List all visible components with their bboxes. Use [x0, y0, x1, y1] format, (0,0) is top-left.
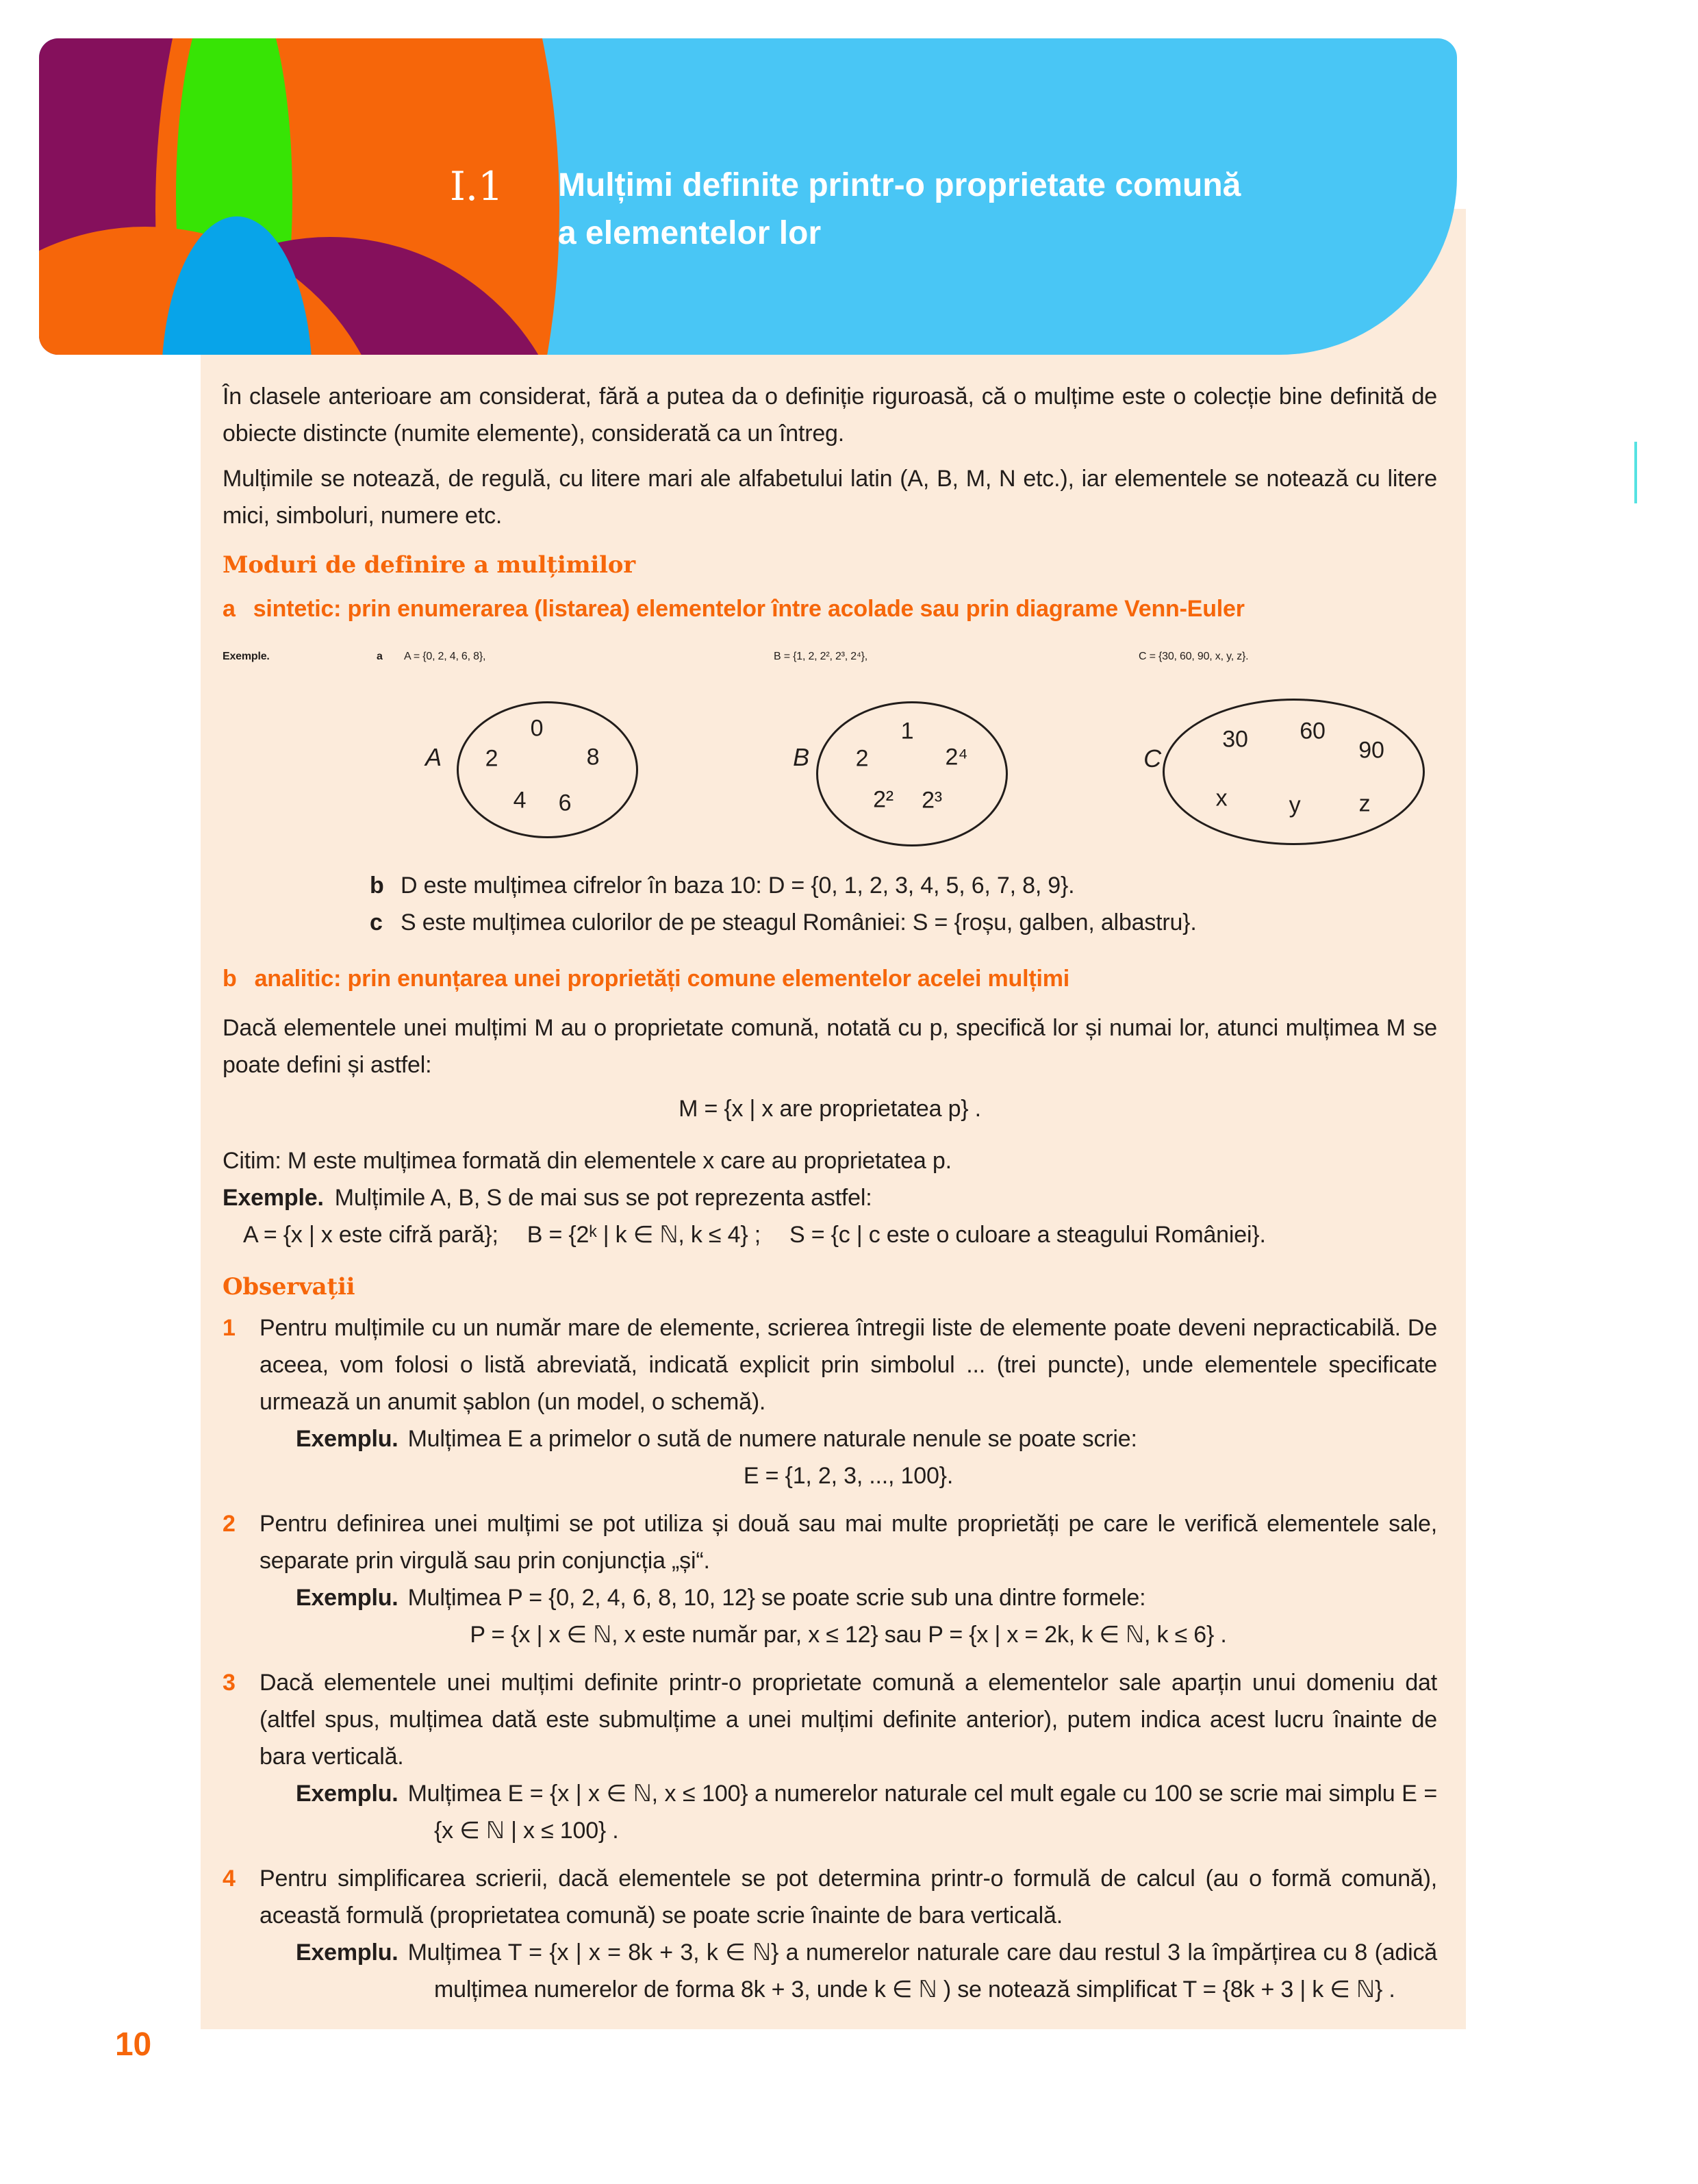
observation-text: Pentru mulțimile cu un număr mare de elemente, scrierea întregii liste de elemente poate deveni nepracticabilă. De aceea, vom folosi o listă abreviată, indicată explicit prin simbolul ... (trei puncte), unde elementele specificate urmează un anumit șablon (un model, o schemă). — [259, 1315, 1437, 1415]
diagram-element: 4 — [513, 787, 527, 814]
methods-heading: Moduri de definire a mulțimilor — [223, 551, 635, 579]
intro-paragraph-1: În clasele anterioare am considerat, fără a putea da o definiție riguroasă, că o mulțime este o colecție bine definită de obiecte distincte (numite elemente), considerată ca un întreg. — [223, 384, 1437, 447]
list-marker-b: b — [370, 873, 384, 899]
observation-item-3 — [223, 1664, 1437, 1849]
diagram-element: 1 — [900, 718, 914, 744]
synthetic-heading-text: sintetic: prin enumerarea (listarea) elementelor între acolade sau prin diagrame Venn-Euler — [253, 596, 1245, 622]
examples-sets-row — [223, 651, 1437, 681]
list-item-c — [223, 904, 1437, 941]
analytic-examples-intro-text: Mulțimile A, B, S de mai sus se pot reprezenta astfel: — [334, 1185, 872, 1211]
list-marker-c: c — [370, 909, 383, 936]
observation-text: Dacă elementele unei mulțimi definite printr-o proprietate comună a elementelor sale aparțin unui domeniu dat (altfel spus, mulțimea dată este submulțime a unei mulțimi definite anterior), putem indica acest lucru înainte de bara verticală. — [259, 1670, 1437, 1770]
diagram-element: 2 — [485, 745, 498, 772]
observation-number: 1 — [223, 1315, 236, 1341]
page-number: 10 — [115, 2026, 151, 2063]
set-B-definition: B = {1, 2, 2², 2³, 2⁴}, — [774, 651, 868, 662]
diagram-element: 60 — [1300, 718, 1326, 744]
observation-item-1 — [223, 1309, 1437, 1494]
observation-example — [259, 1420, 1437, 1457]
example-label: Exemplu. — [296, 1585, 398, 1611]
synthetic-marker: a — [223, 596, 236, 622]
analytic-heading — [223, 960, 1437, 997]
observation-number: 2 — [223, 1511, 236, 1537]
example-label: Exemplu. — [296, 1940, 398, 1966]
diagram-label-C: C — [1143, 744, 1161, 773]
example-text: Mulțimea T = {x | x = 8k + 3, k ∈ ℕ} a numerelor naturale care dau restul 3 la împărțirea cu 8 (adică mulțimea numerelor de forma 8k + 3, unde k ∈ ℕ ) se notează simplificat T = {8k + 3 | k ∈ ℕ} . — [407, 1940, 1437, 2003]
list-item-c-text: S este mulțimea culorilor de pe steagul României: S = {roșu, galben, albastru}. — [401, 909, 1197, 936]
set-builder-formula: M = {x | x are proprietatea p} . — [679, 1096, 981, 1122]
set-C-definition: C = {30, 60, 90, x, y, z}. — [1139, 651, 1249, 662]
page-title-line1: Mulțimi definite printr-o proprietate comună — [558, 167, 1241, 203]
observation-item-4 — [223, 1860, 1437, 2008]
content-panel — [201, 209, 1466, 2029]
synthetic-heading — [223, 590, 1437, 627]
observation-formula: E = {1, 2, 3, ..., 100}. — [743, 1463, 954, 1489]
list-item-b — [223, 867, 1437, 904]
example-label: Exemplu. — [296, 1426, 398, 1452]
list-item-b-text: D este mulțimea cifrelor în baza 10: D = {0, 1, 2, 3, 4, 5, 6, 7, 8, 9}. — [401, 873, 1075, 899]
euler-diagrams — [223, 696, 1437, 855]
diagram-element: 0 — [530, 715, 544, 742]
set-B-analytic: B = {2ᵏ | k ∈ ℕ, k ≤ 4} ; — [527, 1222, 761, 1248]
diagram-element: 90 — [1358, 737, 1384, 764]
observations-heading: Observații — [223, 1273, 355, 1301]
diagram-element: 30 — [1222, 726, 1248, 753]
diagram-element: 2³ — [922, 787, 942, 814]
set-A-analytic: A = {x | x este cifră pară}; — [243, 1222, 498, 1248]
example-text: Mulțimea P = {0, 2, 4, 6, 8, 10, 12} se poate scrie sub una dintre formele: — [407, 1585, 1146, 1611]
diagram-element: 8 — [586, 744, 600, 770]
example-text: Mulțimea E = {x | x ∈ ℕ, x ≤ 100} a numerelor naturale cel mult egale cu 100 se scrie mai simplu E = {x ∈ ℕ | x ≤ 100} . — [407, 1781, 1437, 1844]
analytic-examples-formulas — [223, 1216, 1437, 1253]
set-S-analytic: S = {c | c este o culoare a steagului României}. — [789, 1222, 1266, 1248]
diagram-element: 2⁴ — [945, 744, 968, 770]
observation-item-2 — [223, 1505, 1437, 1653]
diagram-element: 2 — [855, 745, 869, 772]
section-number: I.1 — [450, 163, 503, 210]
analytic-heading-text: analitic: prin enunțarea unei proprietăți comune elementelor acelei mulțimi — [254, 966, 1069, 992]
observation-text: Pentru definirea unei mulțimi se pot utiliza și două sau mai multe proprietăți pe care le verifică elementele sale, separate prin virgulă sau prin conjuncția „și“. — [259, 1511, 1437, 1574]
intro-paragraph-2: Mulțimile se notează, de regulă, cu litere mari ale alfabetului latin (A, B, M, N etc.), iar elementele se notează cu litere mici, simboluri, numere etc. — [223, 466, 1437, 529]
observation-formula: P = {x | x ∈ ℕ, x este număr par, x ≤ 12} sau P = {x | x = 2k, k ∈ ℕ, k ≤ 6} . — [470, 1622, 1227, 1648]
diagram-element: 2² — [873, 786, 894, 813]
analytic-paragraph: Dacă elementele unei mulțimi M au o proprietate comună, notată cu p, specifică lor și numai lor, atunci mulțimea M se poate defini și astfel: — [223, 1015, 1437, 1078]
observation-example — [259, 1775, 1437, 1849]
example-item-marker: a — [377, 651, 383, 662]
diagram-element: z — [1358, 790, 1371, 817]
page-title — [558, 162, 1407, 257]
observation-number: 4 — [223, 1866, 236, 1892]
examples-label: Exemple. — [223, 651, 270, 662]
observation-number: 3 — [223, 1670, 236, 1696]
diagram-element: x — [1215, 785, 1228, 812]
observation-example — [259, 1579, 1437, 1616]
set-A-definition: A = {0, 2, 4, 6, 8}, — [404, 651, 486, 662]
euler-ellipse-A — [457, 701, 638, 838]
page-title-line2: a elementelor lor — [558, 214, 822, 251]
observation-text: Pentru simplificarea scrierii, dacă elementele se pot determina printr-o formulă de calcul (au o formă comună), această formulă (proprietatea comună) se poate scrie înainte de bara verticală. — [259, 1866, 1437, 1929]
analytic-examples-intro — [223, 1179, 1437, 1216]
analytic-marker: b — [223, 966, 237, 992]
reading-note: Citim: M este mulțimea formată din elementele x care au proprietatea p. — [223, 1148, 952, 1174]
chapter-header — [39, 38, 1457, 355]
observation-example — [259, 1934, 1437, 2008]
margin-tick-mark — [1634, 442, 1637, 503]
diagram-label-B: B — [793, 743, 809, 771]
examples-label: Exemple. — [223, 1185, 324, 1211]
example-text: Mulțimea E a primelor o sută de numere naturale nenule se poate scrie: — [407, 1426, 1137, 1452]
diagram-element: 6 — [558, 790, 572, 816]
diagram-label-A: A — [425, 743, 442, 771]
synthetic-examples-list — [223, 867, 1437, 941]
euler-ellipse-C — [1163, 699, 1425, 845]
diagram-element: y — [1289, 792, 1301, 818]
example-label: Exemplu. — [296, 1781, 398, 1807]
